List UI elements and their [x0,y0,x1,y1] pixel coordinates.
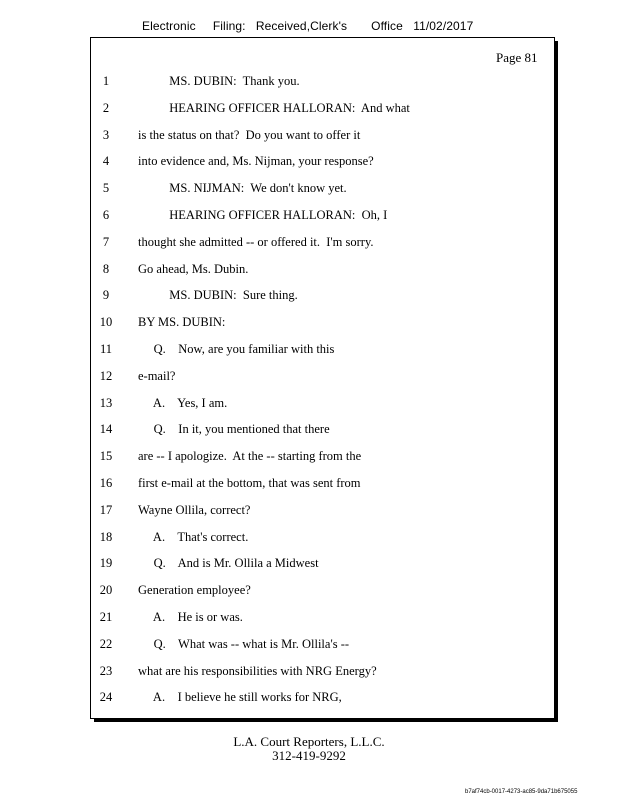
transcript-line: MS. DUBIN: Thank you. [138,74,300,88]
transcript-line: are -- I apologize. At the -- starting from the [138,449,362,464]
line-number: 20 [99,583,113,598]
transcript-line: Wayne Ollila, correct? [138,502,251,517]
line-number: 8 [102,261,110,276]
line-number: 3 [102,127,110,142]
transcript-line: Generation employee? [138,583,251,598]
line-number: 23 [99,663,113,678]
transcript-line: thought she admitted -- or offered it. I'm sorry. [138,234,374,249]
transcript-line: is the status on that? Do you want to offer it [138,127,361,142]
line-number: 5 [102,181,110,196]
transcript-line: Q. Now, are you familiar with this [138,342,335,356]
line-number: 24 [99,690,113,705]
line-number: 6 [102,208,110,222]
transcript-line: Q. What was -- what is Mr. Ollila's -- [138,636,350,651]
line-number: 10 [99,315,113,330]
transcript-line: Go ahead, Ms. Dubin. [138,261,249,276]
line-number: 1 [102,74,110,88]
line-number: 19 [99,556,113,571]
transcript-line: Q. In it, you mentioned that there [138,422,330,437]
transcript-line: A. He is or was. [138,610,243,624]
line-number: 2 [102,100,110,115]
line-number: 11 [99,342,113,356]
transcript-line: Q. And is Mr. Ollila a Midwest [138,556,319,571]
line-number: 14 [99,422,113,437]
frame-shadow-bottom [94,719,558,722]
transcript-line: A. That's correct. [138,529,249,544]
line-number: 13 [99,395,113,410]
line-number: 16 [99,476,113,490]
line-number: 18 [99,529,113,544]
transcript-line: A. I believe he still works for NRG, [138,690,342,705]
line-number: 9 [102,288,110,303]
transcript-line: MS. NIJMAN: We don't know yet. [138,181,347,196]
line-number: 12 [99,368,113,383]
transcript-line: BY MS. DUBIN: [138,315,226,330]
transcript-line: e-mail? [138,368,176,383]
footer-reporter: L.A. Court Reporters, L.L.C. [233,734,385,749]
line-number: 17 [99,502,113,517]
transcript-line: HEARING OFFICER HALLORAN: Oh, I [138,208,388,222]
line-number: 15 [99,449,113,464]
transcript-line: HEARING OFFICER HALLORAN: And what [138,100,410,115]
line-number: 22 [99,636,113,651]
transcript-line: MS. DUBIN: Sure thing. [138,288,298,303]
document-hash: b7af74cb-0017-4273-ac85-9da71b675055 [465,789,578,795]
footer-phone: 312-419-9292 [272,748,346,763]
line-number: 21 [99,610,113,624]
line-number: 7 [102,234,110,249]
line-number: 4 [102,154,110,169]
transcript-line: first e-mail at the bottom, that was sent from [138,476,361,490]
frame-shadow-right [555,41,558,722]
transcript-line: into evidence and, Ms. Nijman, your response? [138,154,374,169]
filing-stamp: Electronic Filing: Received,Clerk's Office 11/02/2017 [142,19,474,33]
transcript-line: what are his responsibilities with NRG Energy? [138,663,377,678]
transcript-line: A. Yes, I am. [138,395,228,410]
page-number: Page 81 [496,50,538,65]
